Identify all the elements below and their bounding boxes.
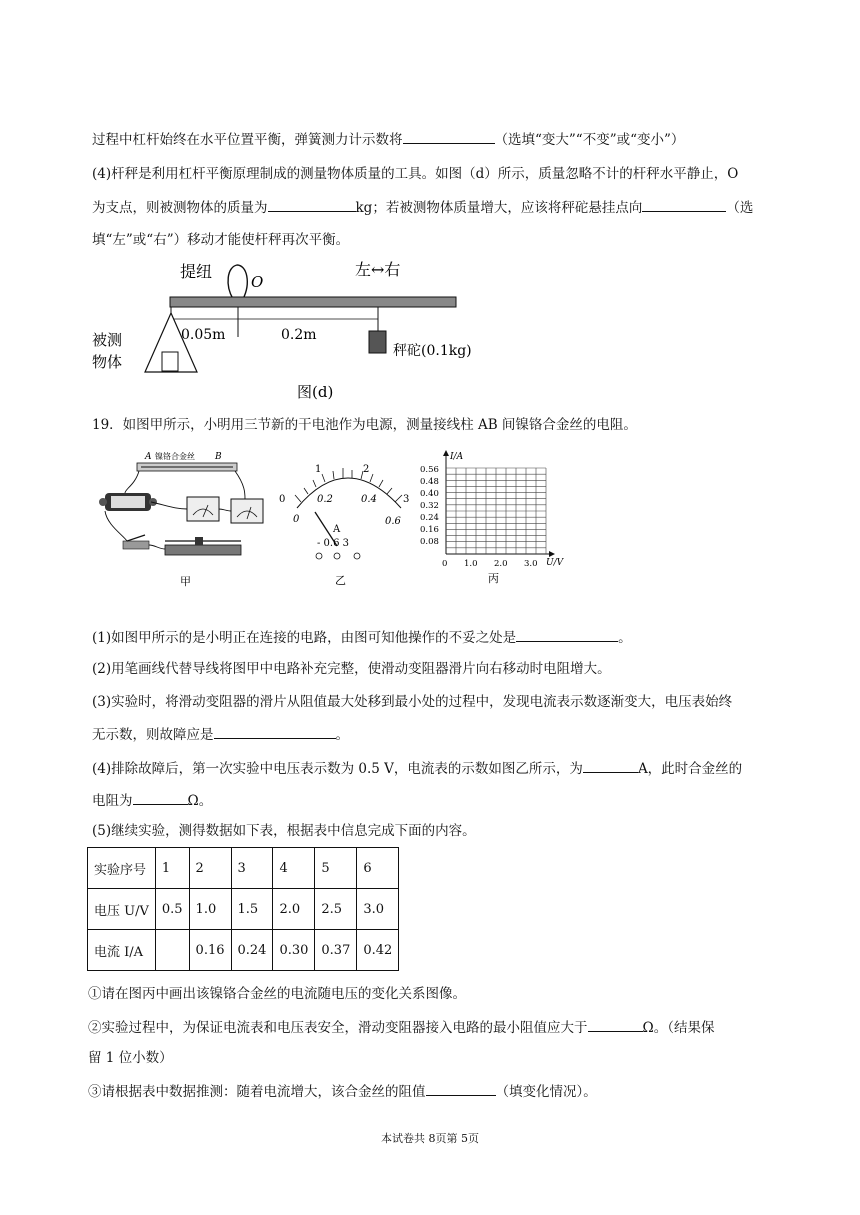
- table-cell: 实验序号: [88, 848, 156, 889]
- table-cell: 1: [155, 848, 189, 889]
- q19-p4b: 电阻为 Ω。: [92, 790, 212, 811]
- data-table: [87, 847, 399, 971]
- dial-tick-top-2: 2: [363, 464, 370, 475]
- rope-loop: [228, 265, 247, 299]
- y-tick-024: 0.24: [420, 513, 439, 523]
- table-cell: 1.0: [189, 889, 231, 930]
- terminal-neg: [316, 553, 322, 559]
- y-tick-056: 0.56: [420, 465, 439, 475]
- object-label-1: 被测: [92, 331, 123, 349]
- wire-label: 镍铬合金丝: [155, 452, 195, 461]
- answer-blank-improper-operation[interactable]: [516, 627, 618, 642]
- table-cell: 0.37: [315, 930, 357, 971]
- q18-line1: 过程中杠杆始终在水平位置平衡，弹簧测力计示数将 （选填“变大”“不变”或“变小”）: [92, 129, 684, 150]
- right-distance: 0.2m: [281, 327, 317, 343]
- x-tick-3: 3.0: [524, 559, 538, 569]
- dial-tick-top-1: 1: [315, 464, 322, 475]
- dial-zero-top: 0: [279, 494, 286, 505]
- q19-p4a: (4)排除故障后，第一次实验中电压表示数为 0.5 V，电流表的示数如图乙所示，为 A，此时合金丝的: [92, 758, 742, 779]
- y-tick-008: 0.08: [420, 537, 439, 547]
- terminal-b-label: B: [215, 452, 222, 462]
- steelyard-rod: [170, 297, 456, 307]
- table-cell: 4: [273, 848, 315, 889]
- table-cell: 0.5: [155, 889, 189, 930]
- table-cell: 电压 U/V: [88, 889, 156, 930]
- table-cell: 5: [315, 848, 357, 889]
- switch: [123, 535, 149, 549]
- terminal-a-label: A: [145, 452, 152, 462]
- q19-p2: (2)用笔画线代替导线将图甲中电路补充完整，使滑动变阻器滑片向右移动时电阻增大。: [92, 661, 611, 677]
- object-label-2: 物体: [92, 353, 123, 371]
- circuit-figure-jia: [95, 445, 275, 590]
- rope-label: 提纽: [180, 262, 213, 281]
- dial-tick-top-3: 3: [403, 494, 410, 505]
- table-cell: 电流 I/A: [88, 930, 156, 971]
- battery-pack: [99, 493, 157, 511]
- ammeter-dial-yi: [275, 452, 415, 592]
- table-cell: 0.42: [357, 930, 399, 971]
- figure-bing-caption: 丙: [488, 572, 499, 585]
- dial-tick-bottom-3: 0.6: [385, 516, 401, 527]
- left-distance: 0.05m: [181, 327, 226, 343]
- x-tick-2: 2.0: [494, 559, 508, 569]
- y-tick-040: 0.40: [420, 489, 439, 499]
- answer-blank-spring-reading[interactable]: [403, 129, 495, 144]
- dial-tick-bottom-2: 0.4: [361, 494, 377, 505]
- q19-intro: 19．如图甲所示，小明用三节新的干电池作为电源，测量接线柱 AB 间镍铬合金丝的电阻。: [92, 417, 637, 433]
- x-tick-1: 1.0: [464, 559, 478, 569]
- table-row: [88, 889, 399, 930]
- dial-unit: A: [333, 524, 341, 535]
- x-axis-label: U/V: [546, 558, 564, 568]
- dial-tick-bottom-0: 0: [293, 514, 300, 525]
- y-axis-label: I/A: [450, 452, 464, 462]
- table-cell: 2.0: [273, 889, 315, 930]
- q19-p1: (1)如图甲所示的是小明正在连接的电路，由图可知他操作的不妥之处是 。: [92, 627, 632, 648]
- x-axis-arrow: [549, 551, 555, 557]
- weight-label: 秤砣(0.1kg): [393, 343, 472, 359]
- x-tick-0: 0: [442, 559, 448, 569]
- terminal-06: [334, 553, 340, 559]
- answer-blank-min-resistance[interactable]: [588, 1017, 643, 1032]
- q19-p5: (5)继续实验，测得数据如下表，根据表中信息完成下面的内容。: [92, 823, 476, 839]
- dial-ticks: [295, 468, 402, 502]
- table-cell: [155, 930, 189, 971]
- table-cell: 0.30: [273, 930, 315, 971]
- y-tick-016: 0.16: [420, 525, 439, 535]
- page-footer: 本试卷共 8页第 5页: [381, 1132, 479, 1145]
- table-row: [88, 930, 399, 971]
- object-box: [162, 352, 178, 371]
- table-cell: 3.0: [357, 889, 399, 930]
- ammeter-device: [187, 497, 219, 521]
- figure-jia-caption: 甲: [180, 575, 191, 588]
- table-cell: 2.5: [315, 889, 357, 930]
- y-tick-048: 0.48: [420, 477, 439, 487]
- grid-chart-bing: [418, 450, 568, 585]
- answer-blank-resistance[interactable]: [133, 790, 188, 805]
- q18-line4: 填“左”或“右”）移动才能使杆秤再次平衡。: [92, 232, 350, 248]
- weight-block: [369, 331, 386, 353]
- table-cell: 1.5: [231, 889, 273, 930]
- figure-d-caption: 图(d): [297, 383, 334, 401]
- dial-arc: [297, 478, 401, 508]
- q19-p3b: 无示数，则故障应是 。: [92, 724, 349, 745]
- answer-blank-mass[interactable]: [268, 197, 356, 212]
- y-axis-arrow: [443, 450, 449, 456]
- dial-terminals: - 0.6 3: [317, 538, 350, 549]
- q19-p3a: (3)实验时，将滑动变阻器的滑片从阻值最大处移到最小处的过程中，发现电流表示数逐渐变大，电压表始终: [92, 694, 733, 710]
- figure-yi-caption: 乙: [335, 574, 346, 587]
- table-cell: 6: [357, 848, 399, 889]
- rheostat: [165, 537, 241, 555]
- direction-label: 左↔右: [355, 260, 401, 279]
- answer-blank-fault[interactable]: [214, 724, 336, 739]
- answer-blank-resistance-trend[interactable]: [426, 1081, 496, 1096]
- q19-s3a: ③请根据表中数据推测：随着电流增大，该合金丝的阻值 （填变化情况）。: [88, 1081, 597, 1102]
- table-cell: 0.24: [231, 930, 273, 971]
- answer-blank-current[interactable]: [583, 758, 638, 773]
- q19-s2a: ②实验过程中，为保证电流表和电压表安全，滑动变阻器接入电路的最小阻值应大于 Ω。（结果保: [88, 1017, 714, 1038]
- pivot-label: O: [251, 273, 264, 291]
- answer-blank-direction[interactable]: [642, 197, 726, 212]
- steelyard-figure: [85, 255, 485, 405]
- dial-tick-bottom-1: 0.2: [317, 494, 333, 505]
- q19-s2b: 留 1 位小数）: [88, 1050, 173, 1066]
- voltmeter-device: [231, 499, 263, 523]
- table-cell: 3: [231, 848, 273, 889]
- table-row: [88, 848, 399, 889]
- q18-line2: (4)杆秤是利用杠杆平衡原理制成的测量物体质量的工具。如图（d）所示，质量忽略不计的杆秤水平静止，O: [92, 166, 739, 182]
- y-tick-032: 0.32: [420, 501, 439, 511]
- grid-lines: [446, 468, 546, 554]
- table-cell: 0.16: [189, 930, 231, 971]
- terminal-3: [354, 553, 360, 559]
- q19-s1: ①请在图丙中画出该镍铬合金丝的电流随电压的变化关系图像。: [88, 986, 466, 1002]
- table-cell: 2: [189, 848, 231, 889]
- q18-line3: 为支点，则被测物体的质量为 kg；若被测物体质量增大，应该将秤砣悬挂点向 （选: [92, 197, 753, 218]
